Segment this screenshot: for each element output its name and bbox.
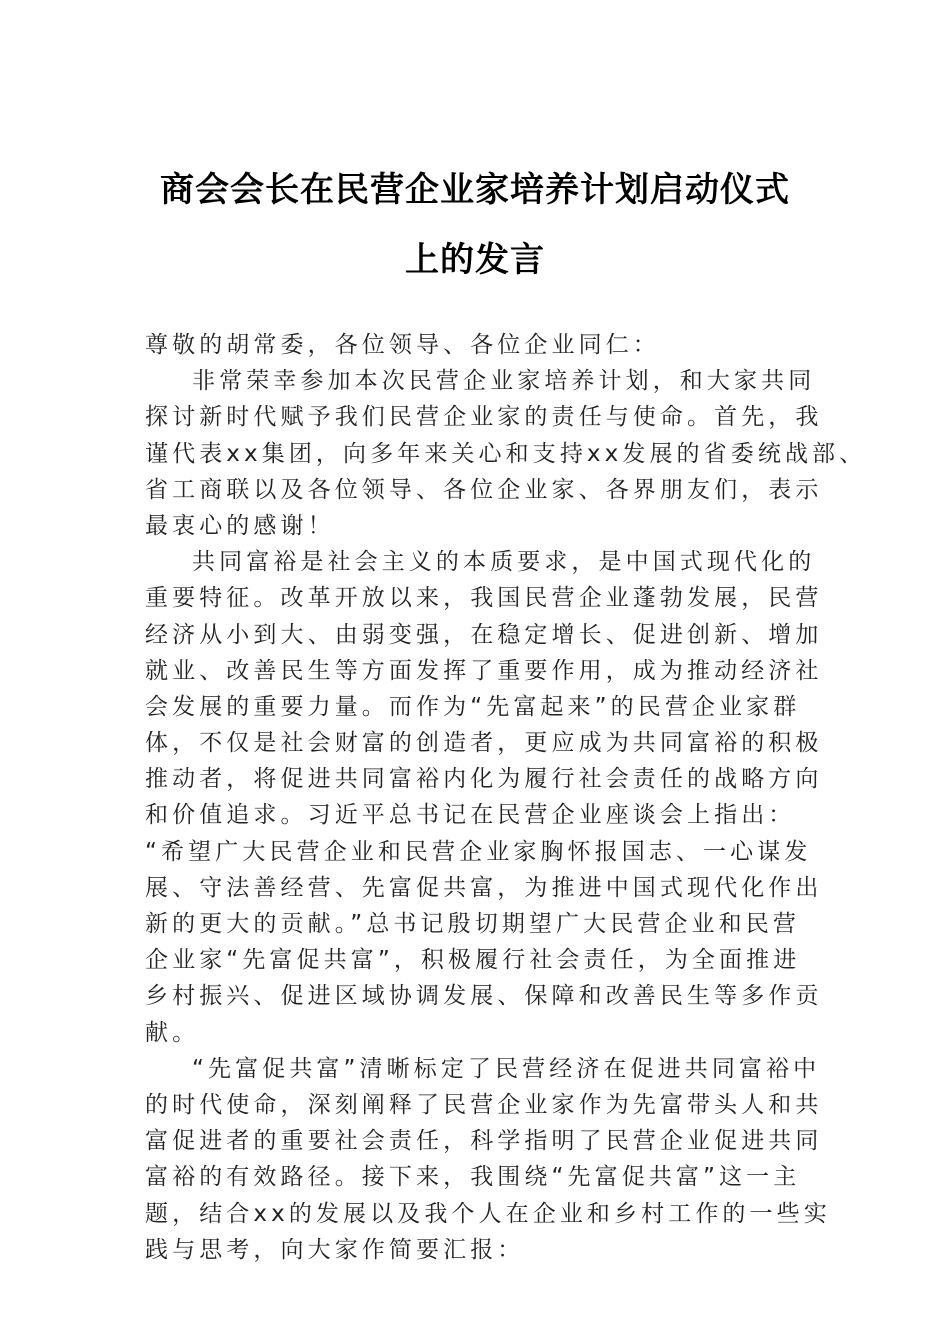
document-title-line-2: 上的发言 <box>405 240 545 280</box>
paragraph-line: 展、守法善经营、先富促共富，为推进中国式现代化作出 <box>145 874 823 901</box>
paragraph-line: 非常荣幸参加本次民营企业家培养计划，和大家共同 <box>192 368 816 395</box>
paragraph <box>145 544 845 1051</box>
paragraph-line: 题，结合xx的发展以及我个人在企业和乡村工作的一些实 <box>145 1200 831 1227</box>
paragraph-line: 践与思考，向大家作简要汇报： <box>145 1236 525 1263</box>
paragraph-line: 献。 <box>145 1019 200 1046</box>
paragraph <box>145 363 867 544</box>
paragraph-line: 最衷心的感谢！ <box>145 512 335 539</box>
paragraph-line: 经济从小到大、由弱变强，在稳定增长、促进创新、增加 <box>145 621 823 648</box>
paragraph-line: 富裕的有效路径。接下来，我围绕“先富促共富”这一主 <box>145 1164 801 1191</box>
paragraphs <box>145 363 867 1268</box>
salutation: 尊敬的胡常委，各位领导、各位企业同仁： <box>145 332 660 358</box>
paragraph <box>145 1051 845 1268</box>
paragraph-line: 省工商联以及各位领导、各位企业家、各界朋友们，表示 <box>145 476 823 503</box>
paragraph-line: 谨代表xx集团，向多年来关心和支持xx发展的省委统战部、 <box>145 440 867 467</box>
paragraph-line: 乡村振兴、促进区域协调发展、保障和改善民生等多作贡 <box>145 983 823 1010</box>
paragraph-line: 就业、改善民生等方面发挥了重要作用，成为推动经济社 <box>145 657 823 684</box>
paragraph-line: 会发展的重要力量。而作为“先富起来”的民营企业家群 <box>145 693 801 720</box>
paragraph-line: 探讨新时代赋予我们民营企业家的责任与使命。首先，我 <box>145 404 823 431</box>
paragraph-line: 的时代使命，深刻阐释了民营企业家作为先富带头人和共 <box>145 1091 823 1118</box>
paragraph-line: 新的更大的贡献。”总书记殷切期望广大民营企业和民营 <box>145 911 800 937</box>
paragraph-line: 和价值追求。习近平总书记在民营企业座谈会上指出： <box>145 802 796 829</box>
paragraph-line: 企业家“先富促共富”，积极履行社会责任，为全面推进 <box>145 947 801 974</box>
paragraph-line: “希望广大民营企业和民营企业家胸怀报国志、一心谋发 <box>145 838 812 865</box>
paragraph-line: 推动者，将促进共同富裕内化为履行社会责任的战略方向 <box>145 766 823 793</box>
paragraph-line: 重要特征。改革开放以来，我国民营企业蓬勃发展，民营 <box>145 585 823 612</box>
document-title-line-1: 商会会长在民营企业家培养计划启动仪式 <box>160 170 790 210</box>
document-body <box>145 327 867 1268</box>
paragraph-line: 体，不仅是社会财富的创造者，更应成为共同富裕的积极 <box>145 730 823 757</box>
paragraph-line: “先富促共富”清晰标定了民营经济在促进共同富裕中 <box>192 1055 821 1082</box>
paragraph-line: 富促进者的重要社会责任，科学指明了民营企业促进共同 <box>145 1128 823 1155</box>
paragraph-line: 共同富裕是社会主义的本质要求，是中国式现代化的 <box>192 549 816 576</box>
